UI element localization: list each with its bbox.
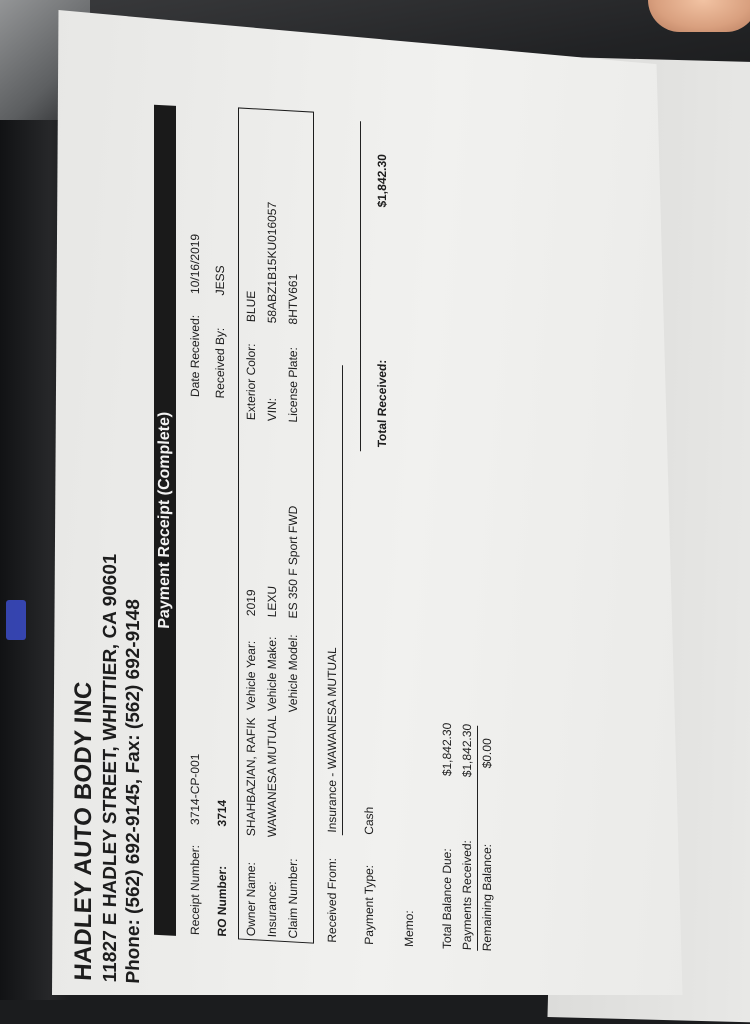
vehicle-make-label: Vehicle Make: bbox=[265, 636, 279, 712]
finger bbox=[648, 0, 750, 32]
license-plate-value: 8HTV661 bbox=[286, 273, 300, 325]
ambient-blue-light bbox=[6, 600, 26, 640]
license-plate-label: License Plate: bbox=[286, 346, 300, 423]
totals-rule bbox=[477, 726, 478, 951]
receipt-number-label: Receipt Number: bbox=[188, 844, 202, 936]
owner-name-value: SHAHBAZIAN, RAFIK bbox=[244, 717, 258, 837]
received-from-label: Received From: bbox=[325, 857, 339, 944]
company-phone-fax: Phone: (562) 692-9145, Fax: (562) 692-9148 bbox=[123, 598, 144, 985]
company-address: 11827 E HADLEY STREET, WHITTIER, CA 90601 bbox=[100, 552, 121, 983]
exterior-color-value: BLUE bbox=[244, 290, 258, 323]
total-balance-due-label: Total Balance Due: bbox=[440, 847, 454, 950]
payment-type-value: Cash bbox=[362, 806, 376, 836]
payment-type-label: Payment Type: bbox=[362, 864, 376, 946]
total-received-label: Total Received: bbox=[375, 359, 389, 448]
insurance-value: WAWANESA MUTUAL bbox=[265, 714, 279, 838]
title-bar bbox=[154, 105, 176, 936]
ro-number-value: 3714 bbox=[215, 799, 229, 827]
payment-receipt-document bbox=[70, 50, 670, 1024]
date-received-label: Date Received: bbox=[188, 314, 202, 398]
vehicle-model-value: ES 350 F Sport FWD bbox=[286, 505, 300, 619]
remaining-balance-value: $0.00 bbox=[480, 737, 494, 769]
receipt-title: Payment Receipt (Complete) bbox=[156, 411, 173, 630]
received-from-value: Insurance - WAWANESA MUTUAL bbox=[325, 646, 339, 834]
exterior-color-label: Exterior Color: bbox=[244, 343, 258, 421]
memo-label: Memo: bbox=[402, 909, 416, 948]
vehicle-year-value: 2019 bbox=[244, 589, 258, 617]
received-by-label: Received By: bbox=[213, 327, 227, 399]
ro-number-label: RO Number: bbox=[215, 865, 229, 937]
vehicle-model-label: Vehicle Model: bbox=[286, 634, 300, 713]
vin-label: VIN: bbox=[265, 397, 279, 422]
remaining-balance-label: Remaining Balance: bbox=[480, 843, 494, 952]
insurance-label: Insurance: bbox=[265, 880, 279, 938]
total-received-rule bbox=[360, 121, 361, 451]
payments-received-value: $1,842.30 bbox=[460, 723, 474, 778]
vehicle-year-label: Vehicle Year: bbox=[244, 640, 258, 711]
vehicle-make-value: LEXU bbox=[265, 585, 279, 618]
received-by-value: JESS bbox=[213, 264, 227, 296]
vin-value: 58ABZ1B15KU016057 bbox=[265, 201, 279, 324]
received-from-underline bbox=[342, 365, 343, 835]
company-name: HADLEY AUTO BODY INC bbox=[70, 680, 97, 982]
payments-received-label: Payments Received: bbox=[460, 839, 474, 951]
owner-name-label: Owner Name: bbox=[244, 861, 258, 937]
claim-number-label: Claim Number: bbox=[286, 858, 300, 939]
total-received-value: $1,842.30 bbox=[375, 153, 389, 208]
date-received-value: 10/16/2019 bbox=[188, 233, 202, 295]
receipt-number-value: 3714-CP-001 bbox=[188, 753, 202, 826]
total-balance-due-value: $1,842.30 bbox=[440, 722, 454, 777]
